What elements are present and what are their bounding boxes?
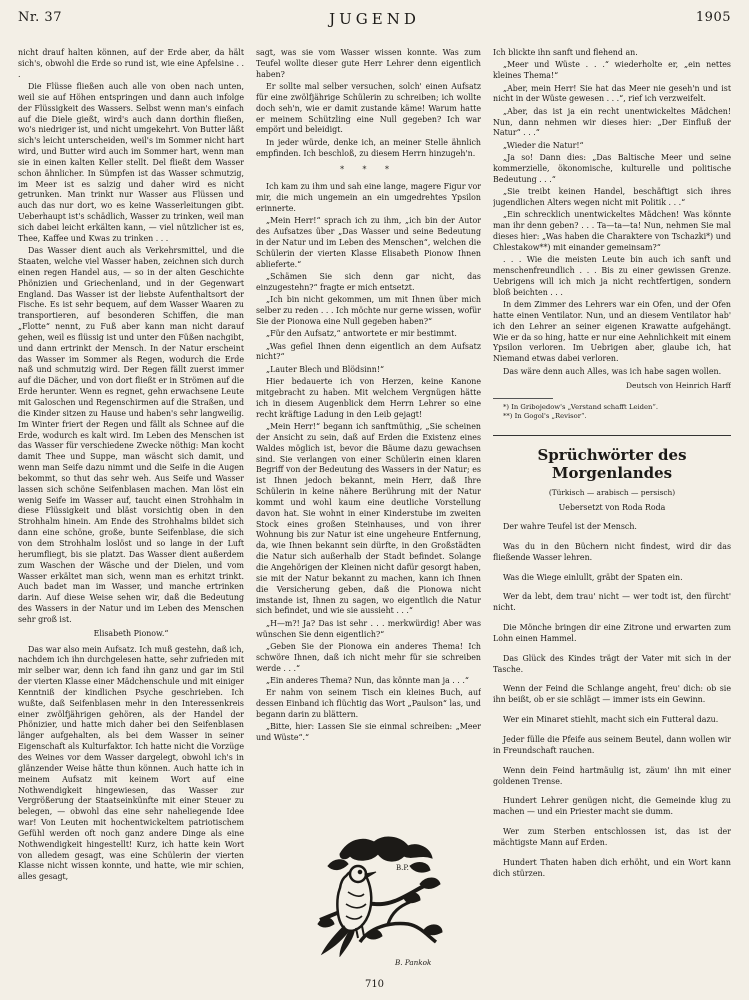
paragraph: „Ein schrecklich unentwickeltes Mädchen! Was könnte man ihr denn geben? . . . Ta—ta—ta! Nun, nehmen Sie mal dieses hier: „Was haben die Charaktere von Tschazki*) und Chlestakow**) mit einander gemeinsam?“ <box>493 210 731 252</box>
bird-woodcut-illustration <box>300 832 450 957</box>
paragraph: In dem Zimmer des Lehrers war ein Ofen, und der Ofen hatte einen Ventilator. Nun, und an diesem Ventilator hab' ich den Lehrer an seiner eigenen Krawatte aufgehängt. Wie er da so hing, hatte er nur eine Aehnlichkeit mit einem Ypsilon verloren. Im Uebrigen aber, glaube ich, hat Niemand etwas dabei verloren. <box>493 300 731 364</box>
paragraph: „Meer und Wüste . . .“ wiederholte er, „ein nettes kleines Thema!“ <box>493 60 731 81</box>
proverb: Hundert Thaten haben dich erhöht, und ein Wort kann dich stürzen. <box>493 857 731 878</box>
paragraph: Hier bedauerte ich von Herzen, keine Kanone mitgebracht zu haben. Mit welchem Vergnügen hätte ich in diesem Augenblick dem Herrn Lehrer so eine recht kräftige Ladung in den Leib gejagt! <box>256 377 481 419</box>
page-number: 710 <box>364 979 385 990</box>
paragraph: „Mein Herr!“ begann ich sanftmüthig, „Sie scheinen der Ansicht zu sein, daß auf Erden die Existenz eines Waldes möglich ist, bevor die Bäume dazu gewachsen sind. Sie verlangen von einer Schülerin einen klaren Begriff von der Bedeutung des Wassers in der Natur; es ist Ihnen jedoch bekannt, mein Herr, daß Ihre Schülerin in keine nähere Berührung mit der Natur kommt und wohl kaum eine deutliche Vorstellung davon hat. Sie wohnt in einer Kinderstube im zweiten Stock eines großen Steinhauses, und von ihrer Wohnung bis zur Natur ist eine ungeheure Entfernung, da, wie Ihnen bekannt sein dürfte, in den Großstädten die Natur sich außerhalb der Stadt befindet. Solange die Angehörigen der Kleinen nicht dafür gesorgt haben, sie mit der Natur bekannt zu machen, kann ich Ihnen die Versicherung geben, daß die Pionowa nicht imstande ist, Ihnen zu sagen, wo eigentlich die Natur sich befindet, und wie sie aussieht . . .“ <box>256 422 481 616</box>
issue-year: 1905 <box>695 10 731 25</box>
paragraph: nicht drauf halten können, auf der Erde aber, da hält sich's, obwohl die Erde so rund ist, wie eine Apfelsine . . . <box>18 48 244 79</box>
illustration-monogram: B.P. <box>396 864 409 872</box>
proverbs-subtitle: (Türkisch — arabisch — persisch) <box>548 488 676 498</box>
translator-credit: Deutsch von Heinrich Harff <box>625 381 731 391</box>
paragraph: Ich blickte ihn sanft und flehend an. <box>493 48 638 57</box>
paragraph: „Ein anderes Thema? Nun, das könnte man ja . . .“ <box>266 675 469 685</box>
section-divider <box>493 435 731 436</box>
page-header <box>18 10 731 32</box>
proverb: Wer da lebt, dem trau' nicht — wer todt ist, den fürcht' nicht. <box>493 592 731 613</box>
paragraph: „H—m?! Ja? Das ist sehr . . . merkwürdig! Aber was wünschen Sie denn eigentlich?“ <box>256 618 481 639</box>
paragraph: . . . Wie die meisten Leute bin auch ich sanft und menschenfreundlich . . . Bis zu einer gewissen Grenze. Uebrigens will ich mich ja nicht rechtfertigen, sondern bloß beichten . . . <box>493 255 731 297</box>
essay-signature: Elisabeth Pionow.“ <box>93 628 169 638</box>
paragraph: Das wäre denn auch Alles, was ich habe sagen wollen. <box>503 366 722 376</box>
paragraph: „Ja so! Dann dies: „Das Baltische Meer und seine kommerzielle, ökonomische, kulturelle und politische Bedeutung . . .“ <box>493 153 731 184</box>
proverb: Wenn dein Feind hartmäulig ist, zäum' ihn mit einer goldenen Trense. <box>493 765 731 786</box>
paragraph: Ich kam zu ihm und sah eine lange, magere Figur vor mir, die mich ungemein an ein umgedrehtes Ypsilon erinnerte. <box>256 182 481 213</box>
proverb: Die Mönche bringen dir eine Zitrone und erwarten zum Lohn einen Hammel. <box>493 623 731 643</box>
paragraph: „Für den Aufsatz,“ antwortete er mir bestimmt. <box>266 329 457 339</box>
paragraph: „Bitte, hier: Lassen Sie sie einmal schreiben: „Meer und Wüste“.“ <box>256 722 481 743</box>
proverb: Der wahre Teufel ist der Mensch. <box>503 522 637 531</box>
proverb: Das Glück des Kindes trägt der Vater mit sich in der Tasche. <box>493 653 731 674</box>
footnote: *) In Gribojedow's „Verstand schafft Leiden“. <box>503 403 659 412</box>
paragraph: „Schämen Sie sich denn gar nicht, das einzugestehn?“ fragte er mich entsetzt. <box>256 272 481 292</box>
proverbs-title: Sprüchwörter des Morgenlandes <box>537 446 687 483</box>
footnote: **) In Gogol's „Revisor“. <box>503 412 587 421</box>
paragraph: „Ich bin nicht gekommen, um mit Ihnen über mich selber zu reden . . . Ich möchte nur gerne wissen, wofür Sie der Pionowa eine Null gegeben haben?“ <box>256 295 481 326</box>
proverb: Wer zum Sterben entschlossen ist, das ist der mächtigste Mann auf Erden. <box>493 827 731 847</box>
paragraph: „Mein Herr!“ sprach ich zu ihm, „ich bin der Autor des Aufsatzes über „Das Wasser und seine Bedeutung in der Natur und im Leben des Menschen“, welchen die Schülerin der vierten Klasse Elisabeth Pionow Ihnen ablieferte.“ <box>256 216 481 269</box>
proverbs-list <box>493 522 731 879</box>
paragraph: „Wieder die Natur!“ <box>503 140 584 150</box>
paragraph: „Geben Sie der Pionowa ein anderes Thema! Ich schwöre Ihnen, daß ich nicht mehr für sie schreiben werde . . .“ <box>256 641 481 673</box>
illustration-credit: B. Pankok <box>395 958 432 967</box>
paragraph: Das war also mein Aufsatz. Ich muß gestehn, daß ich, nachdem ich ihn durchgelesen hatte, sehr zufrieden mit mir selber war, denn ich fand ihn ganz und gar im Stil der vierten Klasse einer Mädchenschule und mit einiger Kenntniß der kindlichen Psyche geschrieben. Ich wußte, daß Seifenblasen mehr in den Interessenkreis einer zwölfjährigen gehören, als der Handel der Phönizier, und hatte mich daher bei den Seifenblasen länger aufgehalten, als bei dem Wasser in seiner Eigenschaft als Kulturfaktor. Ich hatte nicht die Vorzüge des Weines vor dem Wasser dargelegt, obwohl ich's in glänzender Weise hätte thun können. Auch hatte ich in meinem Aufsatz mit keinem Wort auf eine Nothwendigkeit hingewiesen, das Wasser zur Vergrößerung der Staatseinkünfte mit einer Steuer zu belegen, — obwohl das eine sehr naheliegende Idee war! Von Leuten mit hochentwickeltem patriotischem Gefühl werden oft noch ganz andere Dinge als eine Nothwendigkeit hingestellt! Kurz, ich hatte kein Wort von alledem gesagt, was eine Schülerin der vierten Klasse nicht wissen konnte, und hatte, wie mir schien, alles gesagt, <box>18 644 244 882</box>
proverb: Was du in den Büchern nicht findest, wird dir das fließende Wasser lehren. <box>493 541 731 562</box>
text-column-1 <box>18 48 244 960</box>
paragraph: In jeder würde, denke ich, an meiner Stelle ähnlich empfinden. Ich beschloß, zu diesem Herrn hinzugeh'n. <box>256 137 481 158</box>
section-break-stars: * * * <box>340 165 397 175</box>
proverb: Jeder fülle die Pfeife aus seinem Beutel, dann wollen wir in Freundschaft rauchen. <box>493 734 731 755</box>
proverb: Hundert Lehrer genügen nicht, die Gemeinde klug zu machen — und ein Priester macht sie dumm. <box>493 796 731 817</box>
paragraph: Er sollte mal selber versuchen, solch' einen Aufsatz für eine zwölfjährige Schülerin zu schreiben; ich wollte doch seh'n, wie er damit zustande käme! Warum hatte er meinem Schützling eine Null gegeben? Ich war empört und beleidigt. <box>256 82 481 135</box>
paragraph: Die Flüsse fließen auch alle von oben nach unten, weil sie auf Höhen entspringen und dann auch infolge der Flüssigkeit des Wassers. Selbst wenn man's einfach auf die Diele gießt, wird's auch dann dorthin fließen, wo's niedriger ist, und nicht umgekehrt. Von Butter läßt sich's leicht unterscheiden, weil's im Sommer nicht hart wird, und Butter wird auch im Sommer hart, wenn man sie in einen kalten Keller stellt. Del fließt dem Wasser schon ähnlicher. In Sümpfen ist das Wasser schmutzig, im Meer ist es salzig und daher wird es nicht getrunken. Man trinkt nur Wasser aus Flüssen und auch das nur dort, wo es keine Wasserleitungen gibt. Ueberhaupt ist's schädlich, Wasser zu trinken, weil man sich dabei leicht erkälten kann, — viel nützlicher ist es, Thee, Kaffee und Kwas zu trinken . . . <box>18 82 244 243</box>
proverb: Was die Wiege einlullt, gräbt der Spaten ein. <box>503 572 683 582</box>
text-column-2 <box>256 48 481 960</box>
paragraph: Das Wasser dient auch als Verkehrsmittel, und die Staaten, welche viel Wasser haben, zeichnen sich durch einen regen Handel aus, — so in der alten Geschichte Phönizien und Griechenland, und in der Gegenwart England. Das Wasser ist der liebste Aufenthaltsort der Fische. Es ist sehr bequem, auf dem Wasser Waaren zu transportieren, auf besonderen Schiffen, die man „Flotte“ nennt, zu Fuß aber kann man nicht darauf gehen, weil es flüssig ist und unter den Füßen nachgibt, und dann ertrinkt der Mensch. In der Natur erscheint das Wasser im Sommer als Regen, wodurch die Erde naß und schmutzig wird. Der Regen fällt zuerst immer auf die Dächer, und von dort fließt er in Strömen auf die Erde herunter. Wenn es regnet, gehn erwachsene Leute mit Galoschen und Regenschirmen auf die Straßen, und die Kinder sitzen zu Hause und haben's sehr langweilig. Im Winter friert der Regen und fällt als Schnee auf die Erde, wodurch es kalt wird. Im Leben des Menschen ist das Wasser für verschiedene Zwecke nöthig: Man kocht damit Thee und Suppe, man wäscht sich damit, und wenn man Seife dazu nimmt und die Seife in die Augen bekommt, so thut das sehr weh. Aus Seife und Wasser lassen sich schöne Seifenblasen machen. Man löst ein wenig Seife im Wasser auf, taucht einen Strohhalm in diese Flüssigkeit und bläst vorsichtig oben in den Strohhalm hinein. Am Ende des Strohhalms bildet sich dann eine schöne, große, bunte Seifenblase, die sich von dem Strohhalm loslöst und so lange in der Luft herumfliegt, bis sie platzt. Das Wasser dient außerdem zum Waschen der Wäsche und der Dielen, und vom Wasser erkältet man sich, wenn man es erhitzt trinkt. Auch badet man im Wasser, und manche ertrinken darin. Auf diese Weise sehen wir, daß die Bedeutung des Wassers in der Natur und im Leben des Menschen sehr groß ist. <box>18 246 244 624</box>
paragraph: „Sie treibt keinen Handel, beschäftigt sich ihres jugendlichen Alters wegen nicht mit Politik . . .“ <box>493 187 731 207</box>
text-column-3 <box>493 48 731 960</box>
proverb: Wenn der Feind die Schlange angeht, freu' dich: ob sie ihn beißt, ob er sie schlägt — immer ists ein Gewinn. <box>493 684 731 705</box>
paragraph: „Aber, mein Herr! Sie hat das Meer nie geseh'n und ist nicht in der Wüste gewesen . . .“, rief ich verzweifelt. <box>493 83 731 104</box>
magazine-title: JUGEND <box>329 10 420 28</box>
proverb: Wer ein Minaret stiehlt, macht sich ein Futteral dazu. <box>503 715 719 725</box>
paragraph: Er nahm von seinem Tisch ein kleines Buch, auf dessen Einband ich flüchtig das Wort „Paulson“ las, und begann darin zu blättern. <box>256 688 481 719</box>
footnote-divider <box>493 398 553 399</box>
paragraph: sagt, was sie vom Wasser wissen konnte. Was zum Teufel wollte dieser gute Herr Lehrer denn eigentlich haben? <box>256 48 481 79</box>
paragraph: „Was gefiel Ihnen denn eigentlich an dem Aufsatz nicht?“ <box>256 341 481 362</box>
proverbs-translator: Uebersetzt von Roda Roda <box>558 503 666 513</box>
paragraph: „Aber, das ist ja ein recht unentwickeltes Mädchen! Nun, dann nehmen wir dieses hier: „Der Einfluß der Natur“ . . .“ <box>493 106 731 138</box>
paragraph: „Lauter Blech und Blödsinn!“ <box>266 364 385 374</box>
issue-number: Nr. 37 <box>18 10 62 25</box>
